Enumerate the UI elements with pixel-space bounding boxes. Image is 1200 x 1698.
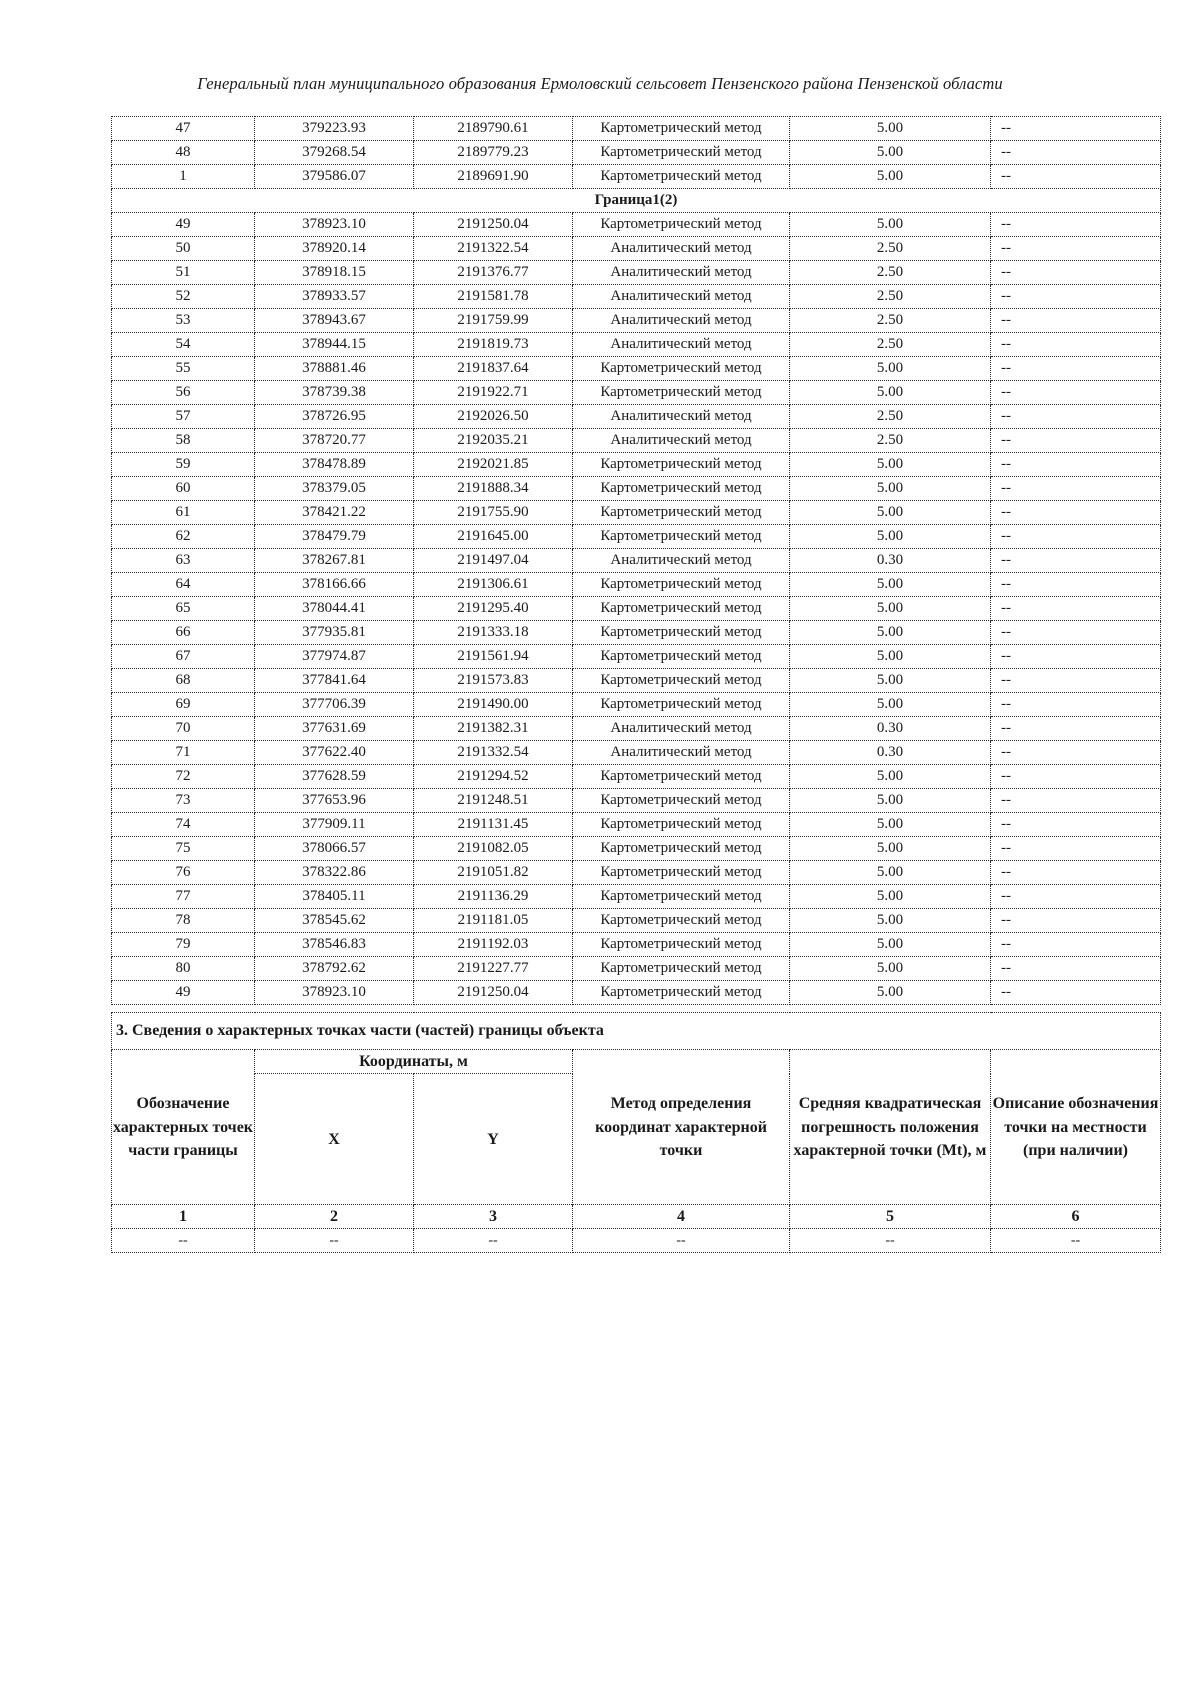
table-row: [112, 285, 1161, 309]
empty-cell: --: [255, 1229, 414, 1253]
table-row: [112, 357, 1161, 381]
col-number: 4: [573, 1205, 790, 1229]
y-coord-cell: 2191295.40: [414, 597, 573, 621]
x-coord-cell: 378881.46: [255, 357, 414, 381]
table-row: [112, 957, 1161, 981]
x-coord-cell: 378792.62: [255, 957, 414, 981]
x-coord-cell: 378739.38: [255, 381, 414, 405]
method-cell: Картометрический метод: [573, 765, 790, 789]
table-row: [112, 117, 1161, 141]
table-row: [112, 981, 1161, 1005]
col-number: 5: [790, 1205, 991, 1229]
point-number-cell: 68: [112, 669, 255, 693]
error-cell: 5.00: [790, 501, 991, 525]
x-coord-cell: 378546.83: [255, 933, 414, 957]
y-coord-cell: 2192021.85: [414, 453, 573, 477]
method-cell: Картометрический метод: [573, 501, 790, 525]
error-cell: 5.00: [790, 645, 991, 669]
desc-cell: --: [991, 549, 1161, 573]
boundary-row: [112, 189, 1161, 213]
table-row: [112, 765, 1161, 789]
y-coord-cell: 2191250.04: [414, 981, 573, 1005]
table-row: [112, 861, 1161, 885]
error-cell: 5.00: [790, 597, 991, 621]
x-coord-cell: 379268.54: [255, 141, 414, 165]
desc-cell: --: [991, 237, 1161, 261]
method-cell: Картометрический метод: [573, 693, 790, 717]
error-cell: 5.00: [790, 957, 991, 981]
table-row: [112, 789, 1161, 813]
error-cell: 2.50: [790, 333, 991, 357]
table-row: [112, 885, 1161, 909]
error-cell: 5.00: [790, 165, 991, 189]
method-cell: Картометрический метод: [573, 381, 790, 405]
x-coord-cell: 378923.10: [255, 213, 414, 237]
x-coord-cell: 378933.57: [255, 285, 414, 309]
point-number-cell: 74: [112, 813, 255, 837]
method-cell: Картометрический метод: [573, 885, 790, 909]
method-cell: Картометрический метод: [573, 573, 790, 597]
method-cell: Аналитический метод: [573, 237, 790, 261]
x-coord-cell: 377974.87: [255, 645, 414, 669]
x-coord-cell: 378166.66: [255, 573, 414, 597]
point-number-cell: 55: [112, 357, 255, 381]
y-coord-cell: 2192026.50: [414, 405, 573, 429]
x-coord-cell: 377935.81: [255, 621, 414, 645]
desc-cell: --: [991, 405, 1161, 429]
method-cell: Картометрический метод: [573, 645, 790, 669]
table-row: [112, 141, 1161, 165]
table-row: [112, 333, 1161, 357]
table-row: [112, 525, 1161, 549]
table-row: [112, 933, 1161, 957]
error-cell: 5.00: [790, 525, 991, 549]
table-row: [112, 717, 1161, 741]
x-coord-cell: 378044.41: [255, 597, 414, 621]
point-number-cell: 79: [112, 933, 255, 957]
error-cell: 2.50: [790, 405, 991, 429]
y-coord-cell: 2191837.64: [414, 357, 573, 381]
point-number-cell: 61: [112, 501, 255, 525]
y-coord-cell: 2191082.05: [414, 837, 573, 861]
point-number-cell: 65: [112, 597, 255, 621]
method-cell: Картометрический метод: [573, 813, 790, 837]
method-cell: Картометрический метод: [573, 957, 790, 981]
y-coord-cell: 2191888.34: [414, 477, 573, 501]
method-cell: Аналитический метод: [573, 717, 790, 741]
y-coord-cell: 2191490.00: [414, 693, 573, 717]
desc-cell: --: [991, 789, 1161, 813]
desc-cell: --: [991, 501, 1161, 525]
y-coord-cell: 2191922.71: [414, 381, 573, 405]
x-coord-cell: 377631.69: [255, 717, 414, 741]
x-coord-cell: 378421.22: [255, 501, 414, 525]
x-coord-cell: 378478.89: [255, 453, 414, 477]
point-number-cell: 69: [112, 693, 255, 717]
page-header: Генеральный план муниципального образования Ермоловский сельсовет Пензенского района Пензенской области: [197, 74, 1003, 93]
point-number-cell: 53: [112, 309, 255, 333]
x-coord-cell: 378479.79: [255, 525, 414, 549]
y-coord-cell: 2191759.99: [414, 309, 573, 333]
x-coord-cell: 378405.11: [255, 885, 414, 909]
method-cell: Картометрический метод: [573, 525, 790, 549]
error-cell: 2.50: [790, 261, 991, 285]
x-coord-cell: 377706.39: [255, 693, 414, 717]
x-coord-cell: 377622.40: [255, 741, 414, 765]
error-cell: 5.00: [790, 885, 991, 909]
col-header-y: Y: [414, 1074, 573, 1205]
method-cell: Аналитический метод: [573, 261, 790, 285]
table-row: [112, 693, 1161, 717]
desc-cell: --: [991, 933, 1161, 957]
desc-cell: --: [991, 429, 1161, 453]
error-cell: 5.00: [790, 453, 991, 477]
col-header-x: X: [255, 1074, 414, 1205]
error-cell: 5.00: [790, 981, 991, 1005]
y-coord-cell: 2191645.00: [414, 525, 573, 549]
x-coord-cell: 377841.64: [255, 669, 414, 693]
y-coord-cell: 2189790.61: [414, 117, 573, 141]
point-number-cell: 63: [112, 549, 255, 573]
y-coord-cell: 2191333.18: [414, 621, 573, 645]
x-coord-cell: 378545.62: [255, 909, 414, 933]
method-cell: Картометрический метод: [573, 165, 790, 189]
point-number-cell: 49: [112, 981, 255, 1005]
y-coord-cell: 2191376.77: [414, 261, 573, 285]
method-cell: Картометрический метод: [573, 453, 790, 477]
table-row: [112, 309, 1161, 333]
empty-cell: --: [112, 1229, 255, 1253]
table-row: [112, 669, 1161, 693]
y-coord-cell: 2192035.21: [414, 429, 573, 453]
y-coord-cell: 2191181.05: [414, 909, 573, 933]
point-number-cell: 58: [112, 429, 255, 453]
table-row: [112, 573, 1161, 597]
desc-cell: --: [991, 981, 1161, 1005]
y-coord-cell: 2191561.94: [414, 645, 573, 669]
table-row: [112, 453, 1161, 477]
table-row: [112, 405, 1161, 429]
method-cell: Аналитический метод: [573, 333, 790, 357]
point-number-cell: 64: [112, 573, 255, 597]
desc-cell: --: [991, 741, 1161, 765]
x-coord-cell: 378923.10: [255, 981, 414, 1005]
desc-cell: --: [991, 669, 1161, 693]
error-cell: 5.00: [790, 933, 991, 957]
method-cell: Аналитический метод: [573, 405, 790, 429]
method-cell: Картометрический метод: [573, 933, 790, 957]
y-coord-cell: 2191227.77: [414, 957, 573, 981]
col-number: 1: [112, 1205, 255, 1229]
desc-cell: --: [991, 957, 1161, 981]
point-number-cell: 80: [112, 957, 255, 981]
x-coord-cell: 377909.11: [255, 813, 414, 837]
empty-cell: --: [573, 1229, 790, 1253]
table-row: [112, 237, 1161, 261]
part-boundary-points-table: [111, 1012, 1161, 1253]
col-header-method: Метод определения координат характерной точки: [573, 1050, 790, 1205]
desc-cell: --: [991, 621, 1161, 645]
point-number-cell: 62: [112, 525, 255, 549]
method-cell: Картометрический метод: [573, 837, 790, 861]
desc-cell: --: [991, 693, 1161, 717]
table-row: [112, 549, 1161, 573]
desc-cell: --: [991, 285, 1161, 309]
x-coord-cell: 378920.14: [255, 237, 414, 261]
y-coord-cell: 2191294.52: [414, 765, 573, 789]
empty-cell: --: [414, 1229, 573, 1253]
error-cell: 5.00: [790, 117, 991, 141]
point-number-cell: 50: [112, 237, 255, 261]
table-row: [112, 813, 1161, 837]
empty-cell: --: [991, 1229, 1161, 1253]
point-number-cell: 54: [112, 333, 255, 357]
x-coord-cell: 378066.57: [255, 837, 414, 861]
error-cell: 5.00: [790, 669, 991, 693]
x-coord-cell: 378267.81: [255, 549, 414, 573]
desc-cell: --: [991, 333, 1161, 357]
method-cell: Картометрический метод: [573, 789, 790, 813]
error-cell: 5.00: [790, 381, 991, 405]
boundary-label: Граница1(2): [112, 189, 1161, 213]
desc-cell: --: [991, 477, 1161, 501]
error-cell: 5.00: [790, 213, 991, 237]
desc-cell: --: [991, 573, 1161, 597]
col-header-point: Обозначение характерных точек части границы: [112, 1050, 255, 1205]
error-cell: 5.00: [790, 141, 991, 165]
y-coord-cell: 2191051.82: [414, 861, 573, 885]
y-coord-cell: 2189779.23: [414, 141, 573, 165]
desc-cell: --: [991, 597, 1161, 621]
y-coord-cell: 2191497.04: [414, 549, 573, 573]
point-number-cell: 76: [112, 861, 255, 885]
method-cell: Картометрический метод: [573, 141, 790, 165]
method-cell: Картометрический метод: [573, 477, 790, 501]
error-cell: 5.00: [790, 621, 991, 645]
table-row: [112, 597, 1161, 621]
y-coord-cell: 2191581.78: [414, 285, 573, 309]
method-cell: Аналитический метод: [573, 429, 790, 453]
point-number-cell: 49: [112, 213, 255, 237]
y-coord-cell: 2191332.54: [414, 741, 573, 765]
error-cell: 0.30: [790, 741, 991, 765]
error-cell: 2.50: [790, 237, 991, 261]
point-number-cell: 57: [112, 405, 255, 429]
desc-cell: --: [991, 645, 1161, 669]
y-coord-cell: 2191573.83: [414, 669, 573, 693]
x-coord-cell: 378918.15: [255, 261, 414, 285]
x-coord-cell: 378944.15: [255, 333, 414, 357]
error-cell: 5.00: [790, 357, 991, 381]
method-cell: Картометрический метод: [573, 669, 790, 693]
y-coord-cell: 2189691.90: [414, 165, 573, 189]
method-cell: Картометрический метод: [573, 621, 790, 645]
point-number-cell: 52: [112, 285, 255, 309]
col-header-desc: Описание обозначения точки на местности (при наличии): [991, 1050, 1161, 1205]
empty-cell: --: [790, 1229, 991, 1253]
col-header-error: Средняя квадратическая погрешность положения характерной точки (Mt), м: [790, 1050, 991, 1205]
error-cell: 5.00: [790, 693, 991, 717]
x-coord-cell: 378322.86: [255, 861, 414, 885]
desc-cell: --: [991, 261, 1161, 285]
error-cell: 5.00: [790, 573, 991, 597]
method-cell: Картометрический метод: [573, 213, 790, 237]
y-coord-cell: 2191250.04: [414, 213, 573, 237]
method-cell: Картометрический метод: [573, 357, 790, 381]
method-cell: Картометрический метод: [573, 861, 790, 885]
error-cell: 5.00: [790, 837, 991, 861]
method-cell: Картометрический метод: [573, 117, 790, 141]
error-cell: 2.50: [790, 429, 991, 453]
method-cell: Аналитический метод: [573, 285, 790, 309]
y-coord-cell: 2191382.31: [414, 717, 573, 741]
section-3-title: 3. Сведения о характерных точках части (частей) границы объекта: [112, 1013, 1161, 1050]
error-cell: 5.00: [790, 861, 991, 885]
table-row: [112, 261, 1161, 285]
desc-cell: --: [991, 813, 1161, 837]
method-cell: Картометрический метод: [573, 981, 790, 1005]
desc-cell: --: [991, 885, 1161, 909]
error-cell: 0.30: [790, 549, 991, 573]
method-cell: Аналитический метод: [573, 741, 790, 765]
point-number-cell: 47: [112, 117, 255, 141]
table-row: [112, 381, 1161, 405]
error-cell: 5.00: [790, 765, 991, 789]
point-number-cell: 66: [112, 621, 255, 645]
desc-cell: --: [991, 117, 1161, 141]
method-cell: Аналитический метод: [573, 309, 790, 333]
error-cell: 5.00: [790, 813, 991, 837]
desc-cell: --: [991, 213, 1161, 237]
x-coord-cell: 378379.05: [255, 477, 414, 501]
error-cell: 5.00: [790, 477, 991, 501]
table-row: [112, 477, 1161, 501]
desc-cell: --: [991, 765, 1161, 789]
x-coord-cell: 377628.59: [255, 765, 414, 789]
point-number-cell: 75: [112, 837, 255, 861]
error-cell: 2.50: [790, 309, 991, 333]
desc-cell: --: [991, 453, 1161, 477]
desc-cell: --: [991, 861, 1161, 885]
desc-cell: --: [991, 165, 1161, 189]
point-number-cell: 67: [112, 645, 255, 669]
table-row: [112, 165, 1161, 189]
desc-cell: --: [991, 309, 1161, 333]
point-number-cell: 56: [112, 381, 255, 405]
table-row: [112, 909, 1161, 933]
point-number-cell: 71: [112, 741, 255, 765]
table-row: [112, 645, 1161, 669]
y-coord-cell: 2191248.51: [414, 789, 573, 813]
y-coord-cell: 2191136.29: [414, 885, 573, 909]
col-header-coords: Координаты, м: [255, 1050, 573, 1074]
x-coord-cell: 377653.96: [255, 789, 414, 813]
col-number: 6: [991, 1205, 1161, 1229]
point-number-cell: 73: [112, 789, 255, 813]
point-number-cell: 1: [112, 165, 255, 189]
error-cell: 2.50: [790, 285, 991, 309]
point-number-cell: 59: [112, 453, 255, 477]
table-row: [112, 213, 1161, 237]
desc-cell: --: [991, 381, 1161, 405]
x-coord-cell: 379223.93: [255, 117, 414, 141]
desc-cell: --: [991, 837, 1161, 861]
desc-cell: --: [991, 525, 1161, 549]
y-coord-cell: 2191306.61: [414, 573, 573, 597]
desc-cell: --: [991, 909, 1161, 933]
table-row: [112, 837, 1161, 861]
table-row: [112, 741, 1161, 765]
point-number-cell: 70: [112, 717, 255, 741]
x-coord-cell: 378726.95: [255, 405, 414, 429]
desc-cell: --: [991, 141, 1161, 165]
x-coord-cell: 378720.77: [255, 429, 414, 453]
error-cell: 5.00: [790, 789, 991, 813]
x-coord-cell: 379586.07: [255, 165, 414, 189]
point-number-cell: 60: [112, 477, 255, 501]
table-row: [112, 621, 1161, 645]
y-coord-cell: 2191192.03: [414, 933, 573, 957]
y-coord-cell: 2191131.45: [414, 813, 573, 837]
desc-cell: --: [991, 717, 1161, 741]
method-cell: Аналитический метод: [573, 549, 790, 573]
point-number-cell: 72: [112, 765, 255, 789]
y-coord-cell: 2191755.90: [414, 501, 573, 525]
point-number-cell: 48: [112, 141, 255, 165]
col-number: 3: [414, 1205, 573, 1229]
boundary-points-table: [111, 116, 1161, 1005]
col-number: 2: [255, 1205, 414, 1229]
table-row: [112, 501, 1161, 525]
y-coord-cell: 2191819.73: [414, 333, 573, 357]
method-cell: Картометрический метод: [573, 909, 790, 933]
method-cell: Картометрический метод: [573, 597, 790, 621]
point-number-cell: 78: [112, 909, 255, 933]
point-number-cell: 77: [112, 885, 255, 909]
error-cell: 5.00: [790, 909, 991, 933]
y-coord-cell: 2191322.54: [414, 237, 573, 261]
error-cell: 0.30: [790, 717, 991, 741]
point-number-cell: 51: [112, 261, 255, 285]
table-row: [112, 429, 1161, 453]
x-coord-cell: 378943.67: [255, 309, 414, 333]
desc-cell: --: [991, 357, 1161, 381]
